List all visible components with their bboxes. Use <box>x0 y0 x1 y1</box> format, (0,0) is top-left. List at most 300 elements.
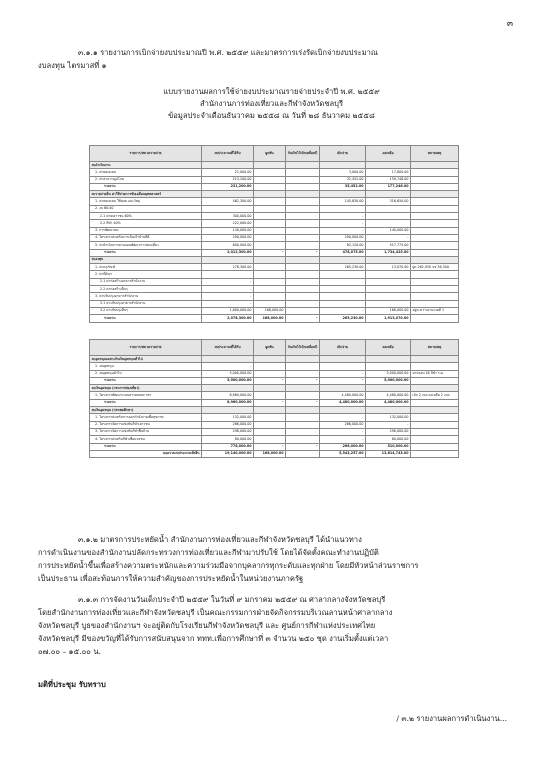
table-cell <box>286 205 320 212</box>
table-cell <box>411 428 459 435</box>
table-cell: - <box>254 249 286 256</box>
table-row <box>90 385 459 392</box>
table-cell: 510,000.00 <box>366 443 411 450</box>
table-cell <box>254 205 286 212</box>
table-row <box>90 356 459 363</box>
table-cell <box>320 162 366 169</box>
row-label-cell: รวมงาน <box>90 315 202 322</box>
row-label-cell: 3.2 ค่าปรับปรุงอื่นๆ <box>90 307 202 314</box>
para2-line-3: การประหยัดน้ำขึ้นเพื่อสร้างความตระหนักและความร่วมมือจากบุคลากรทุกระดับและทุกฝ่าย โดยมีหัวหน้าส่วนราชการ <box>38 561 419 570</box>
table-cell: - <box>366 421 411 428</box>
table-cell <box>254 183 286 190</box>
table-cell: 140,000.00 <box>366 227 411 234</box>
table-cell <box>286 307 320 314</box>
table-cell <box>411 256 459 263</box>
table-cell: - <box>320 428 366 435</box>
table-row <box>90 183 459 190</box>
table-cell: 517,775.00 <box>366 242 411 249</box>
table-cell <box>411 414 459 421</box>
table-cell: - <box>320 227 366 234</box>
table-cell <box>411 169 459 176</box>
table-cell <box>320 407 366 414</box>
row-label-cell: 3.1 ค่าปรับปรุงอาคารสำนักงาน <box>90 300 202 307</box>
para2-line-2: การดำเนินงานของสำนักงานปลัดกระทรวงการท่องเที่ยวและกีฬามาปรับใช้ โดยได้จัดตั้งคณะทำงานปฏิบัติ <box>38 548 379 557</box>
table-cell <box>202 162 254 169</box>
table-row <box>90 414 459 421</box>
table-cell: 213,200.00 <box>202 176 254 183</box>
row-label-cell: 1. งบอุดหนุน <box>90 363 202 370</box>
table-cell <box>254 162 286 169</box>
table-cell <box>286 450 320 457</box>
table-cell: - <box>320 213 366 220</box>
table-cell: 17,800.00 <box>366 169 411 176</box>
para3-line-3: จังหวัดชลบุรี บูธของสำนักงานฯ จะอยู่ติดกับโรงเรียนกีฬาจังหวัดชลบุรี และ ศูนย์การกีฬาแห่งประเทศไทย <box>38 621 376 630</box>
table-cell <box>366 300 411 307</box>
table-cell <box>254 293 286 300</box>
table-cell: 159,748.00 <box>366 176 411 183</box>
table-cell <box>366 213 411 220</box>
table-row <box>90 363 459 370</box>
table-cell: เบิก 2 งวด คงเหลือ 2 งวด <box>411 392 459 399</box>
heading-line-2: งบลงทุน ไตรมาสที่ ๑ <box>38 61 107 70</box>
row-label-cell: 3. โครงการจัดการแข่งขันกีฬาพื้นบ้าน <box>90 428 202 435</box>
table-cell <box>202 191 254 198</box>
row-label-cell: รวมงาน <box>90 377 202 384</box>
table-cell <box>286 162 320 169</box>
table-cell: 32,452.00 <box>320 176 366 183</box>
table-cell <box>254 385 286 392</box>
table-cell: 5,543,257.00 <box>320 450 366 457</box>
column-header: รายการ/หมวดรายจ่าย <box>90 146 202 162</box>
table-cell <box>411 356 459 363</box>
table-cell <box>254 407 286 414</box>
table-cell <box>202 271 254 278</box>
table-cell: 298,000.00 <box>366 428 411 435</box>
table-cell <box>254 220 286 227</box>
table-cell: - <box>320 414 366 421</box>
table-cell <box>411 271 459 278</box>
table-cell: - <box>286 377 320 384</box>
resolution: มติที่ประชุม รับทราบ <box>38 680 106 689</box>
table-cell: 1,800,000.00 <box>202 307 254 314</box>
table-cell <box>286 286 320 293</box>
table-row <box>90 286 459 293</box>
table-cell: 19,140,000.00 <box>202 450 254 457</box>
table-cell: 82,120.00 <box>320 242 366 249</box>
table-cell <box>411 162 459 169</box>
table-cell: - <box>202 300 254 307</box>
table-cell <box>366 356 411 363</box>
column-header: คงเหลือ <box>366 340 411 356</box>
table-cell: 80,000.00 <box>366 436 411 443</box>
table-cell: - <box>254 443 286 450</box>
table-cell <box>411 234 459 241</box>
table-row <box>90 227 459 234</box>
table-cell <box>411 176 459 183</box>
table-cell: 8,960,000.00 <box>202 392 254 399</box>
table-cell: 300,000.00 <box>202 213 254 220</box>
table-cell <box>411 220 459 227</box>
table-cell <box>254 213 286 220</box>
table-cell: 80,000.00 <box>202 436 254 443</box>
para2-line-1: ๓.๑.๒ มาตรการประหยัดน้ำ สำนักงานการท่องเที่ยวและกีฬาจังหวัดชลบุรี ได้นำแนวทาง <box>78 535 362 544</box>
table-row <box>90 169 459 176</box>
table-row <box>90 220 459 227</box>
para3-line-4: จังหวัดชลบุรี มีของขวัญที่ได้รับการสนับสนุนจาก ททท.เพื่อการศึกษาที่ ๓ จำนวน ๒๕๐ ชุด งานเริ่มตั้งแต่เวลา <box>38 634 389 643</box>
table-cell: 168,000.00 <box>254 315 286 322</box>
table-row <box>90 264 459 271</box>
table-cell: 4,480,000.00 <box>320 399 366 406</box>
table-cell: 4,480,000.00 <box>366 392 411 399</box>
table-cell <box>254 169 286 176</box>
table-cell <box>202 407 254 414</box>
table-cell <box>320 278 366 285</box>
table-cell <box>411 443 459 450</box>
row-label-cell: งบเงินอุดหนุน (กรมการท่องเที่ยว) <box>90 385 202 392</box>
table-cell <box>202 256 254 263</box>
table-cell <box>286 392 320 399</box>
table-header-row <box>90 146 459 162</box>
row-label-cell: งบเงินอุดหนุน (กรมพลศึกษา) <box>90 407 202 414</box>
table-cell: 5,000,000.00 <box>366 370 411 377</box>
table-cell: - <box>254 399 286 406</box>
table-cell <box>286 436 320 443</box>
table-row <box>90 450 459 457</box>
table-cell <box>411 249 459 256</box>
table-cell: - <box>254 377 286 384</box>
table-cell <box>286 428 320 435</box>
table-row <box>90 377 459 384</box>
table-cell: 290,000.00 <box>202 234 254 241</box>
row-label-cell: 1. โครงการส่งเสริมการออกกำลังกายเพื่อสุขภาพ <box>90 414 202 421</box>
table-cell <box>286 264 320 271</box>
table-cell <box>411 421 459 428</box>
table-cell <box>411 407 459 414</box>
row-label-cell: งบรายจ่ายอื่น ค่าใช้จ่ายการขับเคลื่อนยุทธศาสตร์ <box>90 191 202 198</box>
table-cell <box>366 205 411 212</box>
report-title <box>0 86 543 122</box>
table-cell: - <box>286 443 320 450</box>
table-row <box>90 315 459 322</box>
table-cell <box>286 370 320 377</box>
table-cell <box>286 356 320 363</box>
row-label-cell: 2.2 กีฬา 40% <box>90 220 202 227</box>
table-cell <box>286 213 320 220</box>
table-cell: 222,000.00 <box>202 220 254 227</box>
table-cell: 278,300.00 <box>202 264 254 271</box>
table-cell <box>411 278 459 285</box>
table-cell <box>202 385 254 392</box>
row-label-cell: 4. โครงการส่งเสริมกีฬาเพื่อมวลชน <box>90 436 202 443</box>
para3-line-1: ๓.๑.๓ การจัดงานวันเด็กประจำปี ๒๕๕๙ ในวันที่ ๙ มกราคม ๒๕๕๙ ณ ศาลากลางจังหวัดชลบุรี <box>78 595 386 604</box>
table-cell: 265,230.00 <box>320 264 366 271</box>
row-label-cell: รวมงาน <box>90 443 202 450</box>
table-cell: 316,650.00 <box>366 198 411 205</box>
column-header: รายการ/หมวดรายจ่าย <box>90 340 202 356</box>
table-cell <box>366 271 411 278</box>
table-cell <box>366 363 411 370</box>
table-cell: 3,000.00 <box>320 169 366 176</box>
table-row <box>90 191 459 198</box>
table-cell: 140,000.00 <box>202 227 254 234</box>
row-label-cell: รวมงาน <box>90 249 202 256</box>
table-cell <box>320 363 366 370</box>
table-cell <box>286 278 320 285</box>
table-cell <box>286 183 320 190</box>
table-cell <box>254 242 286 249</box>
column-header: งบประมาณที่ได้รับ <box>202 146 254 162</box>
table-cell: 266,000.00 <box>202 421 254 428</box>
row-label-cell: งบดำเนินงาน <box>90 162 202 169</box>
table-cell <box>411 191 459 198</box>
row-label-cell: 4. โครงการส่งเสริมการเป็นเจ้าบ้านที่ดี <box>90 234 202 241</box>
table-cell <box>320 191 366 198</box>
table-cell <box>254 421 286 428</box>
table-cell <box>411 205 459 212</box>
table-cell <box>286 242 320 249</box>
row-label-cell: รวมงาน <box>90 399 202 406</box>
table-row <box>90 392 459 399</box>
table-cell <box>411 293 459 300</box>
table-row <box>90 443 459 450</box>
table-cell <box>286 293 320 300</box>
table-cell: 2,078,300.00 <box>202 315 254 322</box>
table-cell <box>320 286 366 293</box>
table-cell: 168,000.00 <box>254 307 286 314</box>
table-cell: 177,248.00 <box>366 183 411 190</box>
column-header: กันเงินไว้เบิกเหลื่อมปี <box>286 146 320 162</box>
table-cell <box>254 286 286 293</box>
table-cell: - <box>320 307 366 314</box>
table-cell <box>254 271 286 278</box>
table-cell <box>286 220 320 227</box>
table-cell <box>254 234 286 241</box>
budget-table-2 <box>89 339 459 458</box>
table-cell <box>286 300 320 307</box>
table-cell <box>254 227 286 234</box>
table-cell <box>320 256 366 263</box>
water-saving-paragraph <box>38 533 507 585</box>
table-cell <box>366 256 411 263</box>
report-title-line-2: สำนักงานการท่องเที่ยวและกีฬาจังหวัดชลบุรี <box>199 99 344 108</box>
table-cell <box>411 213 459 220</box>
table-cell <box>366 220 411 227</box>
row-label-cell: 2. งบ 60:40 <box>90 205 202 212</box>
table-cell <box>254 370 286 377</box>
table-cell: ผูก 262,930 จข 36,300 <box>411 264 459 271</box>
table-cell <box>366 407 411 414</box>
table-cell <box>286 363 320 370</box>
table-row <box>90 300 459 307</box>
table-row <box>90 307 459 314</box>
row-label-cell: งบอุดหนุนเฉพาะกิจเงินอุดหนุนทั่วไป <box>90 356 202 363</box>
row-label-cell: งบลงทุน <box>90 256 202 263</box>
table-cell: 21,000.00 <box>202 169 254 176</box>
table-cell: 8,960,000.00 <box>202 399 254 406</box>
table-cell: 5,000,000.00 <box>202 370 254 377</box>
table-cell <box>320 300 366 307</box>
table-cell: - <box>286 315 320 322</box>
column-header: หมายเหตุ <box>411 146 459 162</box>
table-cell: 132,000.00 <box>366 414 411 421</box>
table-cell <box>254 278 286 285</box>
table-cell: 231,200.00 <box>202 183 254 190</box>
column-header: หมายเหตุ <box>411 340 459 356</box>
next-page-note: / ๓.๒ รายงานผลการดำเนินงาน... <box>396 714 507 723</box>
row-label-cell: 1. ค่าตอบแทน ใช้สอย และวัสดุ <box>90 198 202 205</box>
table-cell <box>366 385 411 392</box>
table-cell <box>254 256 286 263</box>
table-cell: 298,000.00 <box>202 428 254 435</box>
table-row <box>90 234 459 241</box>
heading-paragraph <box>38 46 507 72</box>
table-cell <box>411 399 459 406</box>
table-cell: 35,452.00 <box>320 183 366 190</box>
column-header: ผูกพัน <box>254 146 286 162</box>
table-cell: 5,000,000.00 <box>366 377 411 384</box>
table-cell <box>366 286 411 293</box>
table-row <box>90 256 459 263</box>
table-row <box>90 205 459 212</box>
row-label-cell: รวมงาน <box>90 183 202 190</box>
table-row <box>90 278 459 285</box>
table-cell <box>286 256 320 263</box>
table-cell: ครบรอบ 16 กีฬา ร.ด. <box>411 370 459 377</box>
table-cell: 1,734,425.00 <box>366 249 411 256</box>
table-cell <box>411 286 459 293</box>
table-row <box>90 407 459 414</box>
column-header: งบประมาณที่ได้รับ <box>202 340 254 356</box>
table-cell <box>254 414 286 421</box>
table-row <box>90 249 459 256</box>
table-cell: - <box>202 293 254 300</box>
heading-line-1: ๓.๑.๑ รายงานการเบิกจ่ายงบประมาณปี พ.ศ. ๒๕๕๙ และมาตรการเร่งรัดเบิกจ่ายงบประมาณ <box>78 48 378 57</box>
table-cell: 13,070.00 <box>366 264 411 271</box>
table-cell: 145,830.00 <box>320 198 366 205</box>
table-cell <box>411 183 459 190</box>
row-label-cell: 3. การพัฒนาคน <box>90 227 202 234</box>
table-cell <box>320 293 366 300</box>
table-row <box>90 213 459 220</box>
table-cell: - <box>202 278 254 285</box>
table-cell: 4,480,000.00 <box>366 399 411 406</box>
row-label-cell: 2. โครงการจัดการแข่งขันกีฬาเยาวชน <box>90 421 202 428</box>
table-cell: 266,000.00 <box>320 443 366 450</box>
table-cell <box>286 271 320 278</box>
row-label-cell: 2. ค่าสาธารณูปโภค <box>90 176 202 183</box>
table-cell: - <box>320 220 366 227</box>
table-cell <box>286 227 320 234</box>
childrens-day-paragraph <box>38 593 507 658</box>
table-cell <box>411 315 459 322</box>
table-cell: - <box>202 286 254 293</box>
budget-table-1 <box>89 145 459 323</box>
row-label-cell: 1. ค่าครุภัณฑ์ <box>90 264 202 271</box>
table-cell <box>286 234 320 241</box>
table-row <box>90 428 459 435</box>
table-cell: 478,075.00 <box>320 249 366 256</box>
table-cell: 600,000.00 <box>202 242 254 249</box>
table-cell <box>411 198 459 205</box>
column-header: เบิกจ่าย <box>320 340 366 356</box>
table-row <box>90 271 459 278</box>
table-cell <box>320 271 366 278</box>
table-row <box>90 436 459 443</box>
column-header: ผูกพัน <box>254 340 286 356</box>
table-cell: 776,000.00 <box>202 443 254 450</box>
table-cell <box>411 242 459 249</box>
table-cell: 168,000.00 <box>254 450 286 457</box>
table-cell <box>286 191 320 198</box>
table-cell <box>366 162 411 169</box>
row-label-cell: 2. งบอุดหนุนทั่วไป <box>90 370 202 377</box>
table-row <box>90 198 459 205</box>
row-label-cell: 1. ค่าตอบแทน <box>90 169 202 176</box>
table-cell <box>411 377 459 384</box>
table-cell: 265,230.00 <box>320 315 366 322</box>
table-cell: - <box>320 436 366 443</box>
table-cell <box>286 414 320 421</box>
table-cell <box>254 392 286 399</box>
table-cell <box>254 191 286 198</box>
table-cell <box>254 176 286 183</box>
table-cell: 2,012,300.00 <box>202 249 254 256</box>
table-cell: - <box>366 234 411 241</box>
row-label-cell: 2.1 ค่าก่อสร้างอาคารสำนักงาน <box>90 278 202 285</box>
column-header: เบิกจ่าย <box>320 146 366 162</box>
table-cell: - <box>286 249 320 256</box>
table-cell <box>411 436 459 443</box>
table-cell <box>411 363 459 370</box>
row-label-cell: 3. ค่าปรับปรุงอาคารสำนักงาน <box>90 293 202 300</box>
table-cell <box>411 300 459 307</box>
para3-line-5: ๐๗.๐๐ – ๑๕.๐๐ น. <box>38 647 101 656</box>
table-cell <box>286 421 320 428</box>
table-cell: 1,913,070.00 <box>366 315 411 322</box>
table-cell <box>411 227 459 234</box>
table-cell <box>254 428 286 435</box>
row-label-cell: ยอดรวมงบประมาณทั้งสิ้น <box>90 450 202 457</box>
row-label-cell: 1. โครงการพัฒนาระบบสารสนเทศ ฯลฯ <box>90 392 202 399</box>
table-cell <box>320 205 366 212</box>
table-cell <box>286 407 320 414</box>
table-cell <box>320 356 366 363</box>
table-row <box>90 399 459 406</box>
para3-line-2: โดยสำนักงานการท่องเที่ยวและกีฬาจังหวัดชลบุรี เป็นคณะกรรมการฝ่ายจัดกิจกรรมบริเวณลานหน้าศาลากลาง <box>38 608 393 617</box>
table-cell: อยู่ระหว่างงานงวดที่ 1 <box>411 307 459 314</box>
table-cell <box>254 198 286 205</box>
table-cell <box>286 169 320 176</box>
report-title-line-1: แบบรายงานผลการใช้จ่ายงบประมาณรายจ่ายประจำปี พ.ศ. ๒๕๕๙ <box>163 87 380 96</box>
table-cell <box>366 278 411 285</box>
table-cell: 266,000.00 <box>320 421 366 428</box>
table-header-row <box>90 340 459 356</box>
table-cell: - <box>202 363 254 370</box>
table-row <box>90 421 459 428</box>
table-row <box>90 176 459 183</box>
table-cell <box>366 191 411 198</box>
row-label-cell: 2.2 ค่าก่อสร้างอื่นๆ <box>90 286 202 293</box>
table-cell <box>286 198 320 205</box>
row-label-cell: 5. ค่าดำเนินการตามแผนพัฒนาการท่องเที่ยว <box>90 242 202 249</box>
table-cell <box>254 436 286 443</box>
table-cell <box>286 176 320 183</box>
column-header: คงเหลือ <box>366 146 411 162</box>
table-cell <box>202 205 254 212</box>
table-cell <box>366 293 411 300</box>
table-cell: 13,614,743.00 <box>366 450 411 457</box>
table-cell: - <box>320 377 366 384</box>
